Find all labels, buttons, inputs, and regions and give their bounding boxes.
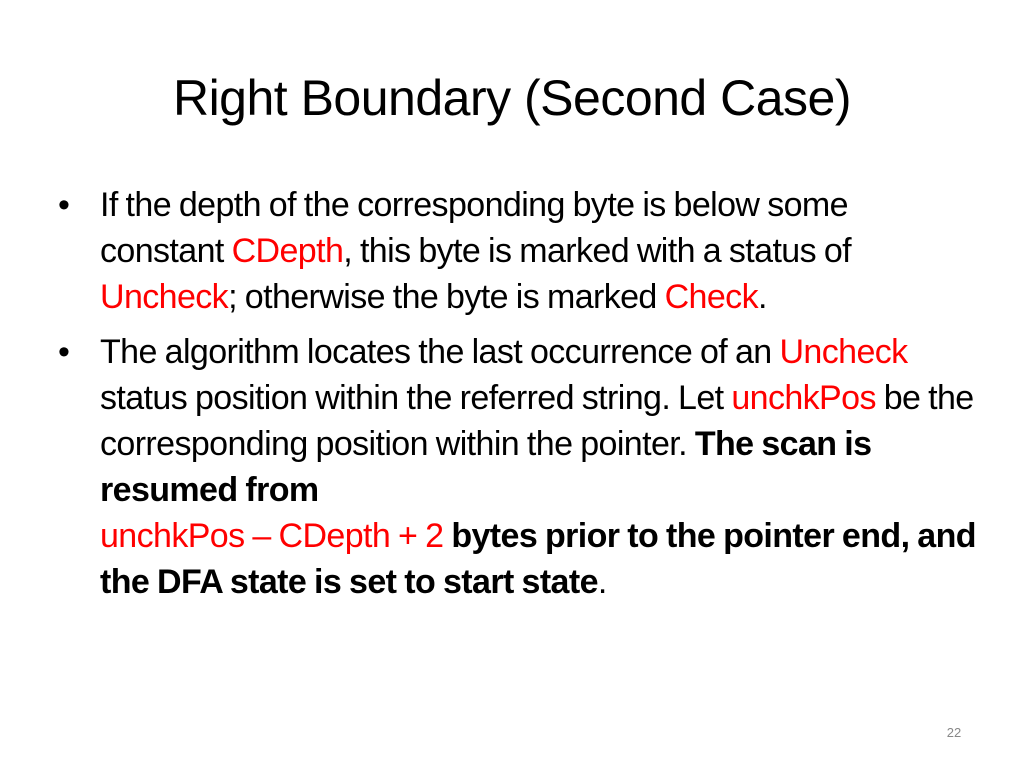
- slide-body: [58, 182, 978, 605]
- bullet-text: The algorithm locates the last occurrence of an: [100, 333, 780, 371]
- highlight-term: Uncheck: [100, 278, 229, 316]
- highlight-term: unchkPos: [731, 379, 876, 417]
- slide-title: Right Boundary (Second Case): [172, 70, 852, 126]
- bullet-item: [58, 329, 978, 605]
- bullet-text: , this byte is marked with a status of: [343, 232, 852, 270]
- bold-text: The scan is resumed from: [100, 425, 872, 509]
- bold-text: bytes prior to the pointer end, and the DFA state is set to start state: [100, 517, 976, 601]
- bullet-dot-icon: •: [58, 333, 70, 371]
- bullet-item: [58, 182, 978, 320]
- bullet-text: .: [757, 278, 767, 316]
- page-number: 22: [946, 725, 962, 740]
- bullet-text: be the corresponding position within the pointer.: [100, 379, 974, 463]
- bullet-dot-icon: •: [58, 186, 70, 224]
- bullet-text: ; otherwise the byte is marked: [228, 278, 665, 316]
- bullet-text: .: [597, 563, 607, 601]
- highlight-term: unchkPos – CDepth + 2: [100, 517, 444, 555]
- highlight-term: Check: [664, 278, 758, 316]
- bullet-text: If the depth of the corresponding byte is below some constant: [100, 186, 848, 270]
- highlight-term: Uncheck: [779, 333, 908, 371]
- bullet-text: status position within the referred string. Let: [100, 379, 732, 417]
- highlight-term: CDepth: [231, 232, 344, 270]
